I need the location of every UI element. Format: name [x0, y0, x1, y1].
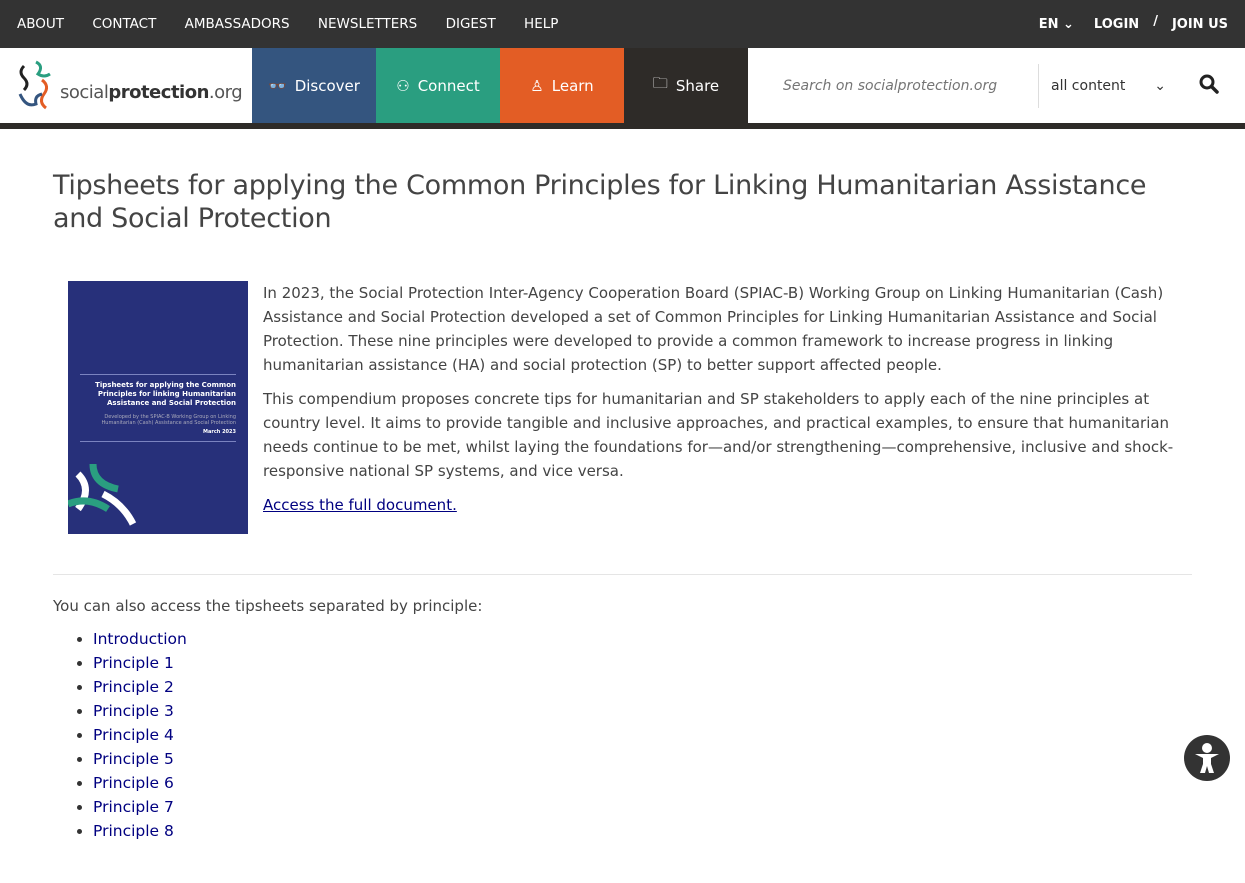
divider: [53, 574, 1192, 575]
link-principle-5[interactable]: Principle 5: [93, 750, 174, 768]
nav-share[interactable]: [624, 48, 748, 123]
logo[interactable]: [0, 48, 252, 123]
page-title: Tipsheets for applying the Common Principles for Linking Humanitarian Assistance and Social Protection: [53, 170, 1147, 234]
document-cover[interactable]: [68, 281, 248, 534]
logo-icon: [16, 58, 56, 113]
link-principle-4[interactable]: Principle 4: [93, 726, 174, 744]
nav-contact[interactable]: CONTACT: [92, 16, 157, 32]
link-principle-3[interactable]: Principle 3: [93, 702, 174, 720]
nav-discover[interactable]: [252, 48, 376, 123]
search-icon[interactable]: [1198, 73, 1220, 99]
cover-title: Tipsheets for applying the Common Principles for linking Humanitarian Assistance and Social Protection: [95, 381, 236, 407]
chevron-down-icon: ⌄: [1154, 77, 1166, 94]
scope-select[interactable]: [1038, 64, 1178, 108]
nav-label: Share: [675, 76, 720, 95]
header: [0, 48, 1245, 129]
cover-graphic: [68, 464, 148, 534]
nav-learn[interactable]: [500, 48, 624, 123]
nav-digest[interactable]: DIGEST: [445, 16, 496, 32]
nav-label: Discover: [294, 76, 360, 95]
network-icon: ⚇: [396, 76, 410, 95]
nav-about[interactable]: ABOUT: [17, 16, 65, 32]
binoculars-icon: 👓: [268, 76, 287, 95]
scope-value: all content: [1051, 77, 1126, 94]
nav-label: Learn: [551, 76, 594, 95]
principles-list: [93, 627, 1192, 843]
join-link[interactable]: JOIN US: [1171, 16, 1228, 32]
link-principle-7[interactable]: Principle 7: [93, 798, 174, 816]
link-introduction[interactable]: Introduction: [93, 630, 187, 648]
login-link[interactable]: LOGIN: [1093, 16, 1140, 32]
link-principle-1[interactable]: Principle 1: [93, 654, 174, 672]
nav-newsletters[interactable]: NEWSLETTERS: [317, 16, 418, 32]
description-paragraph: This compendium proposes concrete tips for humanitarian and SP stakeholders to apply each of the nine principles at country level. It aims to provide tangible and inclusive approaches, and practical examples, to ensure that humanitarian needs continue to be met, whilst laying the foundations for—and/or strengthening—comprehensive, inclusive and shock-responsive national SP systems, and vice versa.: [263, 390, 1174, 480]
accessibility-icon: [1192, 742, 1222, 774]
divider: [80, 441, 236, 442]
nav-ambassadors[interactable]: AMBASSADORS: [184, 16, 290, 32]
chevron-down-icon: ⌄: [1063, 16, 1074, 32]
separator: /: [1153, 13, 1158, 29]
link-principle-2[interactable]: Principle 2: [93, 678, 174, 696]
link-principle-8[interactable]: Principle 8: [93, 822, 174, 840]
full-document-link[interactable]: Access the full document.: [263, 496, 457, 514]
top-bar: [0, 0, 1245, 48]
intro-paragraph: In 2023, the Social Protection Inter-Agency Cooperation Board (SPIAC-B) Working Group on Linking Humanitarian (Cash) Assistance and Social Protection developed a set of Common Principles for Linking Humanitarian Assistance and Social Protection. These nine principles were developed to provide a common framework to increase progress in linking humanitarian assistance (HA) and social protection (SP) to better support affected people.: [263, 284, 1164, 374]
nav-help[interactable]: HELP: [524, 16, 559, 32]
accessibility-button[interactable]: [1184, 735, 1230, 781]
reader-icon: ♙: [530, 76, 544, 95]
search-input[interactable]: [783, 78, 1038, 94]
nav-connect[interactable]: [376, 48, 500, 123]
link-principle-6[interactable]: Principle 6: [93, 774, 174, 792]
language-selector[interactable]: [1039, 17, 1074, 32]
language-label: EN: [1038, 16, 1059, 32]
cover-date: March 2023: [203, 429, 236, 435]
divider: [80, 374, 236, 375]
folder-icon: 🗀: [652, 74, 668, 92]
principles-intro: You can also access the tipsheets separated by principle:: [53, 597, 483, 615]
logo-text: socialprotection.org: [60, 82, 243, 103]
nav-label: Connect: [417, 76, 480, 95]
cover-subtitle: Developed by the SPIAC-B Working Group on Linking Humanitarian (Cash) Assistance and Social Protection: [101, 414, 236, 426]
